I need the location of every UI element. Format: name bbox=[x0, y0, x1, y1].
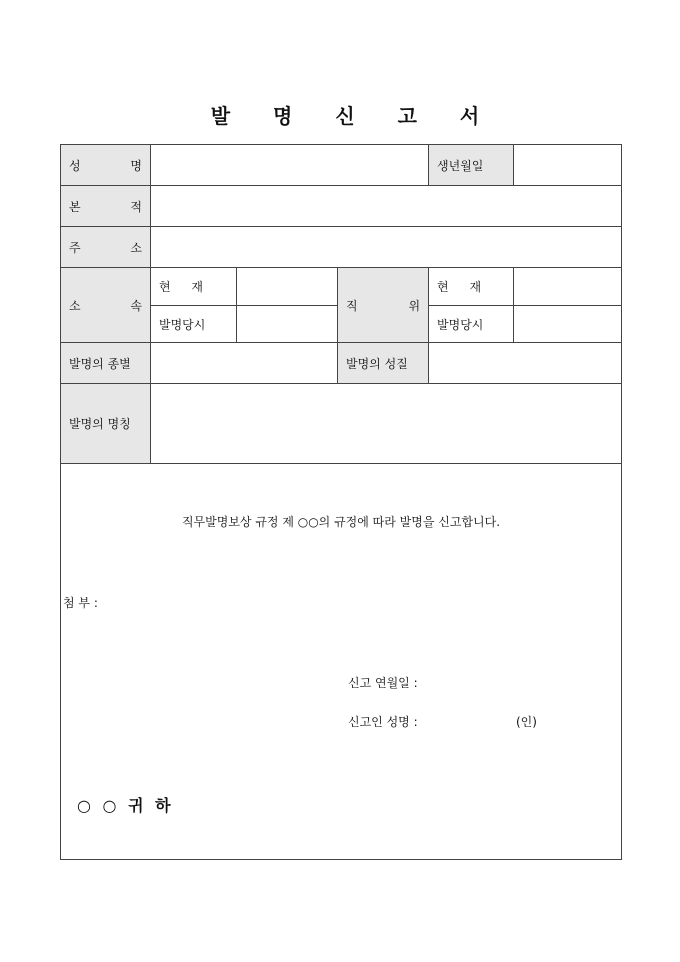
label-position-char-2: 위 bbox=[408, 298, 421, 313]
attachment-label: 첨 부 : bbox=[63, 596, 98, 610]
label-birthdate: 생년월일 bbox=[429, 145, 514, 186]
label-address bbox=[61, 227, 151, 268]
affiliation-current-field[interactable] bbox=[237, 268, 338, 306]
label-position-current bbox=[429, 268, 514, 306]
label-name-char-1: 성 bbox=[69, 158, 81, 173]
label-address-char-1: 주 bbox=[69, 240, 81, 255]
label-affiliation bbox=[61, 268, 151, 343]
label-affiliation-char-1: 소 bbox=[69, 298, 81, 313]
row-domicile bbox=[61, 186, 622, 227]
invention-nature-field[interactable] bbox=[429, 343, 622, 384]
label-name-char-2: 명 bbox=[130, 158, 142, 173]
invention-type-field[interactable] bbox=[151, 343, 338, 384]
domicile-field[interactable] bbox=[151, 186, 622, 227]
label-affiliation-char-2: 속 bbox=[130, 298, 142, 313]
label-current-char-1: 현 bbox=[159, 280, 171, 294]
label-affiliation-current bbox=[151, 268, 237, 306]
label-position bbox=[338, 268, 429, 343]
declaration-statement: 직무발명보상 규정 제 ○○의 규정에 따라 발명을 신고합니다. bbox=[181, 515, 501, 529]
label-address-char-2: 소 bbox=[130, 240, 142, 255]
label-current-char-2: 재 bbox=[469, 280, 482, 294]
addressee: ○ ○ 귀 하 bbox=[77, 796, 174, 815]
row-address bbox=[61, 227, 622, 268]
label-affiliation-at-invention: 발명당시 bbox=[151, 306, 237, 343]
birthdate-field[interactable] bbox=[514, 145, 622, 186]
label-domicile-char-2: 적 bbox=[130, 199, 142, 214]
label-domicile-char-1: 본 bbox=[69, 199, 81, 214]
name-field[interactable] bbox=[151, 145, 429, 186]
label-invention-title: 발명의 명칭 bbox=[61, 384, 151, 464]
label-domicile bbox=[61, 186, 151, 227]
label-position-char-1: 직 bbox=[346, 298, 358, 313]
label-current-char-2: 재 bbox=[191, 280, 203, 294]
reporter-name-label: 신고인 성명 : bbox=[348, 715, 418, 729]
position-at-invention-field[interactable] bbox=[514, 306, 622, 343]
label-invention-type: 발명의 종별 bbox=[61, 343, 151, 384]
address-field[interactable] bbox=[151, 227, 622, 268]
row-invention-title bbox=[61, 384, 622, 464]
report-date-label: 신고 연월일 : bbox=[348, 676, 418, 690]
invention-title-field[interactable] bbox=[151, 384, 622, 464]
label-name bbox=[61, 145, 151, 186]
row-declaration bbox=[61, 464, 622, 860]
position-current-field[interactable] bbox=[514, 268, 622, 306]
label-invention-nature: 발명의 성질 bbox=[338, 343, 429, 384]
seal-mark: (인) bbox=[516, 715, 537, 729]
label-position-at-invention: 발명당시 bbox=[429, 306, 514, 343]
row-affiliation-current bbox=[61, 268, 622, 306]
invention-report-form bbox=[60, 144, 622, 860]
affiliation-at-invention-field[interactable] bbox=[237, 306, 338, 343]
row-name bbox=[61, 145, 622, 186]
label-current-char-1: 현 bbox=[437, 280, 449, 294]
declaration-section bbox=[61, 464, 622, 860]
page-title: 발 명 신 고 서 bbox=[210, 104, 498, 128]
row-invention-type bbox=[61, 343, 622, 384]
